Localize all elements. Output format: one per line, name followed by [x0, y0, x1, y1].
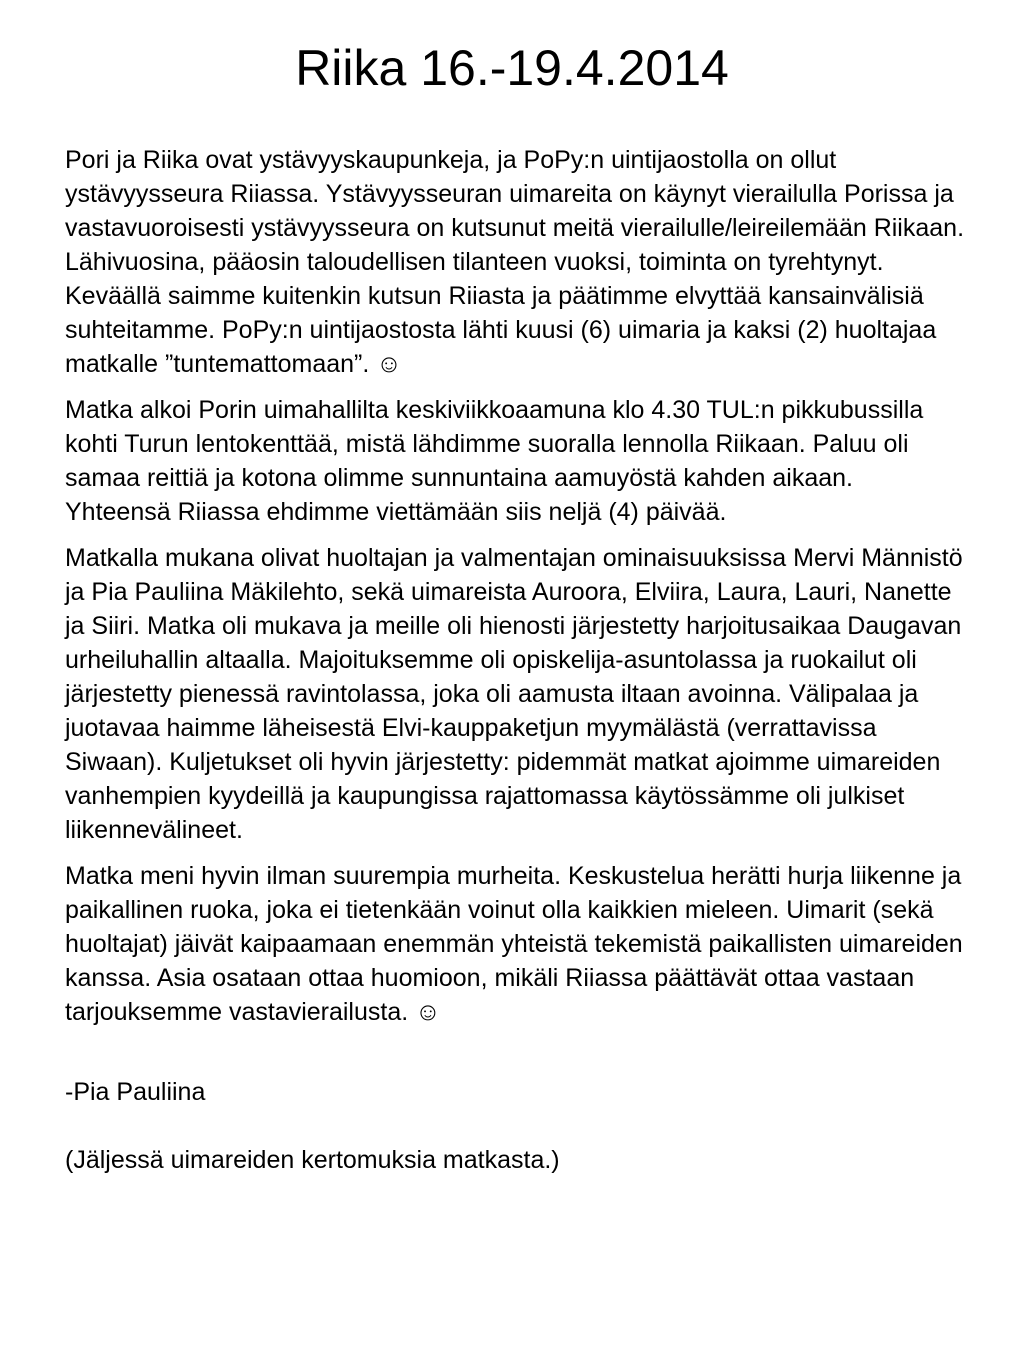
paragraph-summary: Matka meni hyvin ilman suurempia murheita. Keskustelua herätti hurja liikenne ja paikallinen ruoka, joka ei tietenkään voinut olla kaikkien mieleen. Uimarit (sekä huoltajat) jäivät kaipaamaan enemmän yhteistä tekemistä paikallisten uimareiden kanssa. Asia osataan ottaa huomioon, mikäli Riiassa päättävät ottaa vastaan tarjouksemme vastavierailusta. ☺ [65, 862, 963, 1026]
paragraph-journey: Matka alkoi Porin uimahallilta keskiviikkoaamuna klo 4.30 TUL:n pikkubussilla kohti Turun lentokenttää, mistä lähdimme suoralla lennolla Riikaan. Paluu oli samaa reittiä ja kotona olimme sunnuntaina aamuyöstä kahden aikaan. Yhteensä Riiassa ehdimme viettämään siis neljä (4) päivää. [65, 396, 924, 526]
signature: -Pia Pauliina [65, 1078, 206, 1106]
page-title: Riika 16.-19.4.2014 [295, 40, 729, 96]
paragraph-participants: Matkalla mukana olivat huoltajan ja valmentajan ominaisuuksissa Mervi Männistö ja Pia Pauliina Mäkilehto, sekä uimareista Auroora, Elviira, Laura, Lauri, Nanette ja Siiri. Matka oli mukava ja meille oli hienosti järjestetty harjoitusaikaa Daugavan urheiluhallin altaalla. Majoituksemme oli opiskelija-asuntolassa ja ruokailut oli järjestetty pienessä ravintolassa, joka oli aamusta iltaan avoinna. Välipalaa ja juotavaa haimme läheisestä Elvi-kauppaketjun myymälästä (verrattavissa Siwaan). Kuljetukset oli hyvin järjestetty: pidemmät matkat ajoimme uimareiden vanhempien kyydeillä ja kaupungissa rajattomassa käytössämme oli julkiset liikennevälineet. [65, 544, 963, 844]
closing-note: (Jäljessä uimareiden kertomuksia matkasta.) [65, 1146, 560, 1174]
spacer [65, 1041, 965, 1075]
paragraph-intro: Pori ja Riika ovat ystävyyskaupunkeja, ja PoPy:n uintijaostolla on ollut ystävyysseura Riiassa. Ystävyysseuran uimareita on käynyt vierailulla Porissa ja vastavuoroisesti ystävyysseura on kutsunut meitä vierailulle/leireilemään Riikaan. Lähivuosina, pääosin taloudellisen tilanteen vuoksi, toiminta on tyrehtynyt. Keväällä saimme kuitenkin kutsun Riiasta ja päätimme elvyttää kansainvälisiä suhteitamme. PoPy:n uintijaostosta lähti kuusi (6) uimaria ja kaksi (2) huoltajaa matkalle ”tuntemattomaan”. ☺ [65, 146, 965, 378]
document-body [65, 143, 965, 1177]
spacer [65, 1109, 965, 1143]
